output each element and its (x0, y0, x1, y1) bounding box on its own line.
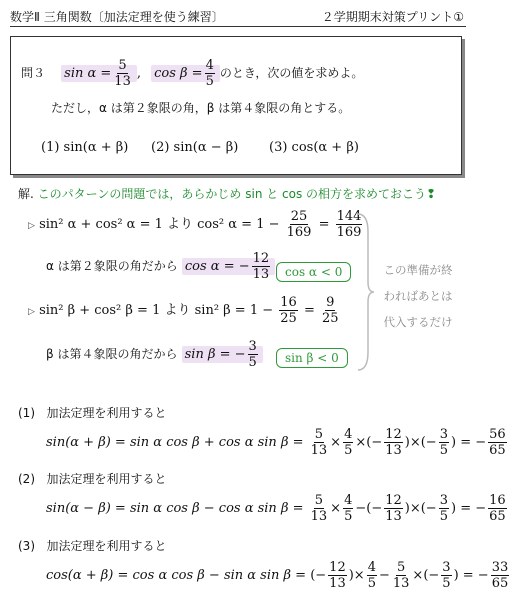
question-box (10, 36, 462, 175)
problem-condition: ただし，α は第２象限の角，β は第４象限の角とする。 (51, 101, 351, 115)
header-divider (10, 26, 466, 27)
hint-text: このパターンの問題では，あらかじめ sin と cos の相方を求めておこう❢ (37, 187, 437, 201)
part-3-equation: cos(α + β) = cos α cos β − sin α sin β = (− $\frac{12}{13}$ )× $\frac{4}{5}$ − $\frac{5}{13}$ ×(− $\frac{3}{5}$ ) = − $\frac{33}{65}$ (46, 560, 509, 591)
given-cos: cos β = $\frac{4}{5}$ (151, 65, 220, 82)
worksheet-subtitle: ２学期期末対策プリント① (321, 10, 464, 24)
part-3-intro: (3) 加法定理を利用すると (18, 539, 167, 553)
solution-label: 解. (18, 187, 34, 201)
problem-tail: のとき，次の値を求めよ。 (219, 66, 364, 80)
problem-item-1: (1) sin(α + β) (41, 140, 129, 155)
callout-sin-negative: sin β < 0 (276, 348, 348, 368)
part-1-equation: sin(α + β) = sin α cos β + cos α sin β = $\frac{5}{13}$ × $\frac{4}{5}$ ×(− $\frac{12}{13}$ )×(− $\frac{3}{5}$ ) = − $\frac{56}{65}$ (46, 427, 506, 458)
step-2: α は第２象限の角だから cos α = − $\frac{12}{13}$ (46, 252, 275, 281)
side-note: この準備が終 わればあとは 代入するだけ (383, 263, 453, 329)
problem-item-3: (3) cos(α + β) (269, 140, 359, 155)
part-1-intro: (1) 加法定理を利用すると (18, 406, 167, 420)
step-4: β は第４象限の角だから sin β = − $\frac{3}{5}$ (46, 340, 263, 369)
triangle-bullet-icon: ▷ (28, 221, 35, 231)
triangle-bullet-icon: ▷ (28, 307, 35, 317)
problem-statement: 問３ sin α = $\frac{5}{13}$ , cos β = $\frac{4}{5}$ のとき，次の値を求めよ。 (21, 58, 364, 89)
problem-item-2: (2) sin(α − β) (151, 140, 239, 155)
problem-label: 問３ (21, 66, 46, 80)
callout-cos-negative: cos α < 0 (276, 262, 351, 282)
step-3: ▷ sin² β + cos² β = 1 より sin² β = 1 − $\frac{16}{25}$ = $\frac{9}{25}$ (28, 295, 339, 326)
given-sin: sin α = $\frac{5}{13}$ (61, 65, 137, 82)
worksheet-title: 数学Ⅱ 三角関数〔加法定理を使う練習〕 (10, 10, 224, 24)
part-2-equation: sin(α − β) = sin α cos β − cos α sin β = $\frac{5}{13}$ × $\frac{4}{5}$ −(− $\frac{12}{13}$ )×(− $\frac{3}{5}$ ) = − $\frac{16}{65}$ (46, 493, 506, 524)
solution-hint (18, 185, 436, 202)
part-2-intro: (2) 加法定理を利用すると (18, 472, 167, 486)
step-1: ▷ sin² α + cos² α = 1 より cos² α = 1 − $\frac{25}{169}$ = $\frac{144}{169}$ (28, 209, 362, 240)
